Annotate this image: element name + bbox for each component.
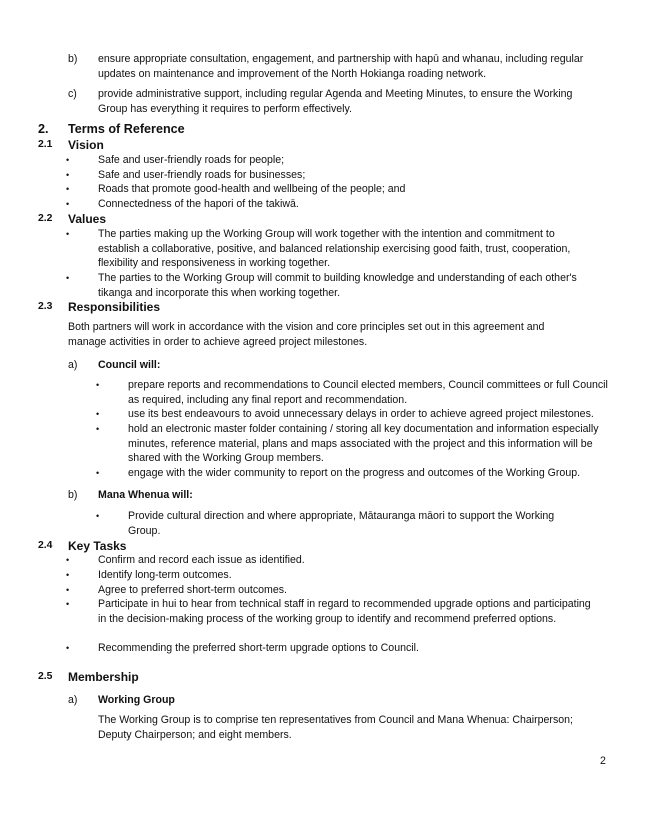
list-item: Safe and user-friendly roads for businesses; [98, 169, 306, 181]
item-text: provide administrative support, including regular Agenda and Meeting Minutes, to ensure the Working Group has everything it requires to perform effectively. [98, 88, 573, 115]
section-number: 2. [38, 122, 49, 136]
list-item: Roads that promote good-health and wellbeing of the people; and [98, 183, 406, 195]
bullet-icon: • [66, 155, 70, 165]
subsection-number: 2.2 [38, 213, 53, 224]
list-item: Recommending the preferred short-term upgrade options to Council. [98, 642, 419, 654]
bullet-icon: • [66, 229, 70, 239]
bullet-icon: • [66, 585, 70, 595]
section-title: Terms of Reference [68, 122, 185, 136]
item-label: a) [68, 359, 78, 371]
list-item: prepare reports and recommendations to Council elected members, Council committees or full Council as required, including any final report and recommendation. [128, 379, 608, 406]
item-heading: Council will: [98, 359, 161, 371]
page-number: 2 [600, 755, 606, 767]
list-item: The parties to the Working Group will commit to building knowledge and understanding of each other's tikanga and incorporate this when working together. [98, 272, 577, 299]
bullet-icon: • [96, 424, 100, 434]
bullet-icon: • [66, 199, 70, 209]
subsection-number: 2.5 [38, 671, 53, 682]
paragraph: Both partners will work in accordance with the vision and core principles set out in this agreement and manage activities in order to achieve agreed project milestones. [68, 321, 545, 348]
list-item: Identify long-term outcomes. [98, 569, 232, 581]
list-item: Safe and user-friendly roads for people; [98, 154, 285, 166]
list-item: engage with the wider community to report on the progress and outcomes of the Working Group. [128, 467, 581, 479]
item-text: ensure appropriate consultation, engagement, and partnership with hapū and whanau, including regular updates on maintenance and improvement of the North Hokianga roading network. [98, 53, 584, 80]
subsection-title: Membership [68, 670, 139, 684]
bullet-icon: • [96, 380, 100, 390]
subsection-title: Responsibilities [68, 300, 161, 314]
list-item: Agree to preferred short-term outcomes. [98, 584, 288, 596]
subsection-title: Values [68, 212, 107, 226]
bullet-icon: • [96, 511, 100, 521]
list-item: The parties making up the Working Group will work together with the intention and commitment to establish a collaborative, positive, and balanced relationship exercising good faith, trust, cooperation, flexibility and responsiveness in working together. [98, 228, 571, 270]
item-label: c) [68, 88, 77, 100]
bullet-icon: • [66, 599, 70, 609]
item-heading: Mana Whenua will: [98, 489, 193, 501]
subsection-title: Key Tasks [68, 539, 127, 553]
item-label: b) [68, 53, 78, 65]
list-item: Participate in hui to hear from technical staff in regard to recommended upgrade options and participating in the decision-making process of the working group to identify and recommend preferred options. [98, 598, 591, 625]
item-label: a) [68, 694, 78, 706]
subsection-number: 2.3 [38, 301, 53, 312]
subsection-number: 2.1 [38, 139, 53, 150]
list-item: Confirm and record each issue as identified. [98, 554, 305, 566]
bullet-icon: • [66, 643, 70, 653]
list-item: use its best endeavours to avoid unnecessary delays in order to achieve agreed project milestones. [128, 408, 594, 420]
bullet-icon: • [96, 409, 100, 419]
bullet-icon: • [66, 570, 70, 580]
subsection-number: 2.4 [38, 540, 53, 551]
item-heading: Working Group [98, 694, 175, 706]
bullet-icon: • [66, 170, 70, 180]
list-item: hold an electronic master folder containing / storing all key documentation and information especially minutes, reference material, plans and maps associated with the project and this information will be shared with the Working Group members. [128, 423, 599, 465]
paragraph: The Working Group is to comprise ten representatives from Council and Mana Whenua: Chairperson; Deputy Chairperson; and eight members. [98, 714, 573, 741]
bullet-icon: • [66, 184, 70, 194]
item-label: b) [68, 489, 78, 501]
list-item: Connectedness of the hapori of the takiwā. [98, 198, 299, 210]
bullet-icon: • [96, 468, 100, 478]
subsection-title: Vision [68, 138, 104, 152]
list-item: Provide cultural direction and where appropriate, Mātauranga māori to support the Working Group. [128, 510, 555, 537]
bullet-icon: • [66, 273, 70, 283]
bullet-icon: • [66, 555, 70, 565]
